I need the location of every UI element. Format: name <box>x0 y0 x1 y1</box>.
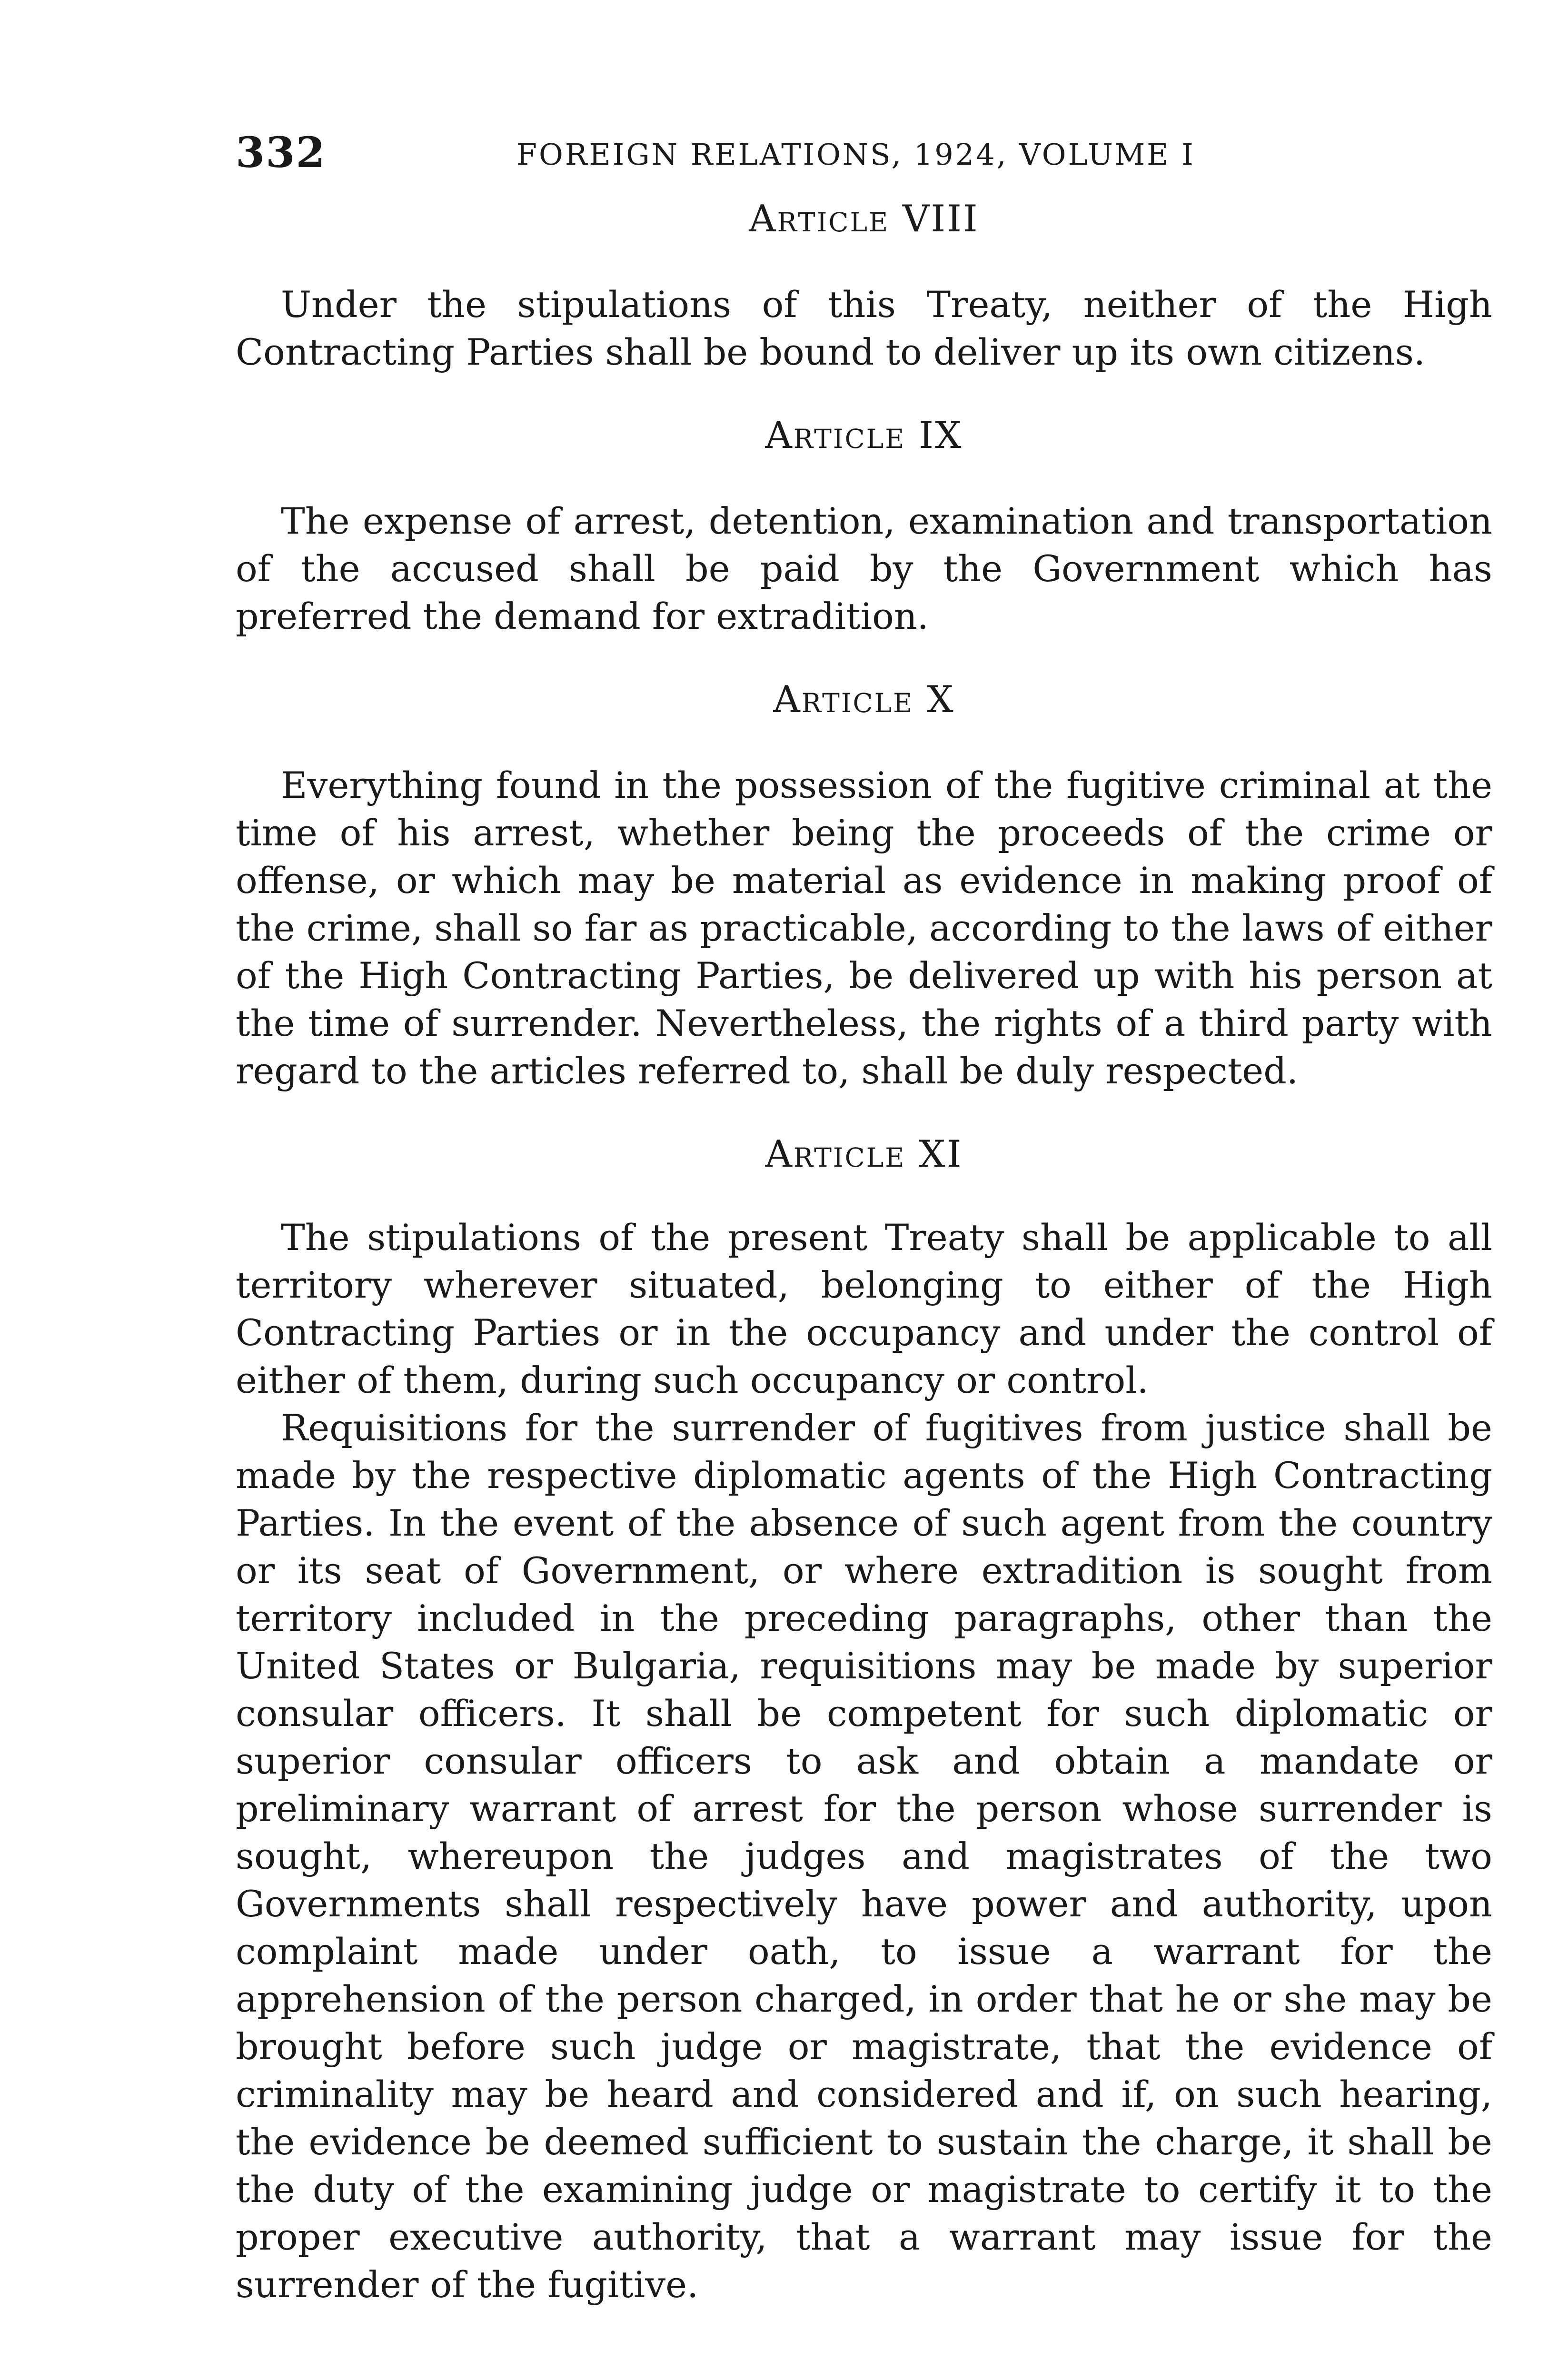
article-heading-numeral: X <box>927 678 955 721</box>
page-number: 332 <box>236 128 326 177</box>
article-heading-word: Article <box>749 198 890 240</box>
article-paragraph: The expense of arrest, detention, examination and transportation of the accused shall be paid by the Government which has preferred the demand for extradition. <box>236 500 1492 637</box>
article-heading-numeral: IX <box>919 414 963 457</box>
article-heading <box>236 678 1492 721</box>
article-heading <box>236 414 1492 457</box>
article-paragraph: Everything found in the possession of the fugitive criminal at the time of his arrest, whether being the proceeds of the crime or offense, or which may be material as evidence in making proof of the crime, shall so far as practicable, according to the laws of either of the High Contracting Parties, be delivered up with his person at the time of surrender. Nevertheless, the rights of a third party with regard to the articles referred to, shall be duly respected. <box>236 764 1492 1092</box>
article-paragraph: The stipulations of the present Treaty shall be applicable to all territory wherever situated, belonging to either of the High Contracting Parties or in the occupancy and under the control of either of them, during such occupancy or control. <box>236 1216 1492 1401</box>
article-heading-word: Article <box>773 678 914 721</box>
article-heading <box>236 198 1492 240</box>
article-heading <box>236 1133 1492 1176</box>
article-heading-numeral: XI <box>919 1133 963 1176</box>
article-heading-word: Article <box>765 1133 906 1176</box>
article-heading-word: Article <box>765 414 906 457</box>
article-paragraph: Under the stipulations of this Treaty, neither of the High Contracting Parties shall be bound to deliver up its own citizens. <box>236 283 1492 373</box>
article-paragraph: Requisitions for the surrender of fugitives from justice shall be made by the respective diplomatic agents of the High Contracting Parties. In the event of the absence of such agent from the country or its seat of Government, or where extradition is sought from territory included in the preceding paragraphs, other than the United States or Bulgaria, requisitions may be made by superior consular officers. It shall be competent for such diplomatic or superior consular officers to ask and obtain a mandate or preliminary warrant of arrest for the person whose surrender is sought, whereupon the judges and magistrates of the two Governments shall respectively have power and authority, upon complaint made under oath, to issue a warrant for the apprehension of the person charged, in order that he or she may be brought before such judge or magistrate, that the evidence of criminality may be heard and considered and if, on such hearing, the evidence be deemed sufficient to sustain the charge, it shall be the duty of the examining judge or magistrate to certify it to the proper executive authority, that a warrant may issue for the surrender of the fugitive. <box>236 1407 1492 2306</box>
running-head: FOREIGN RELATIONS, 1924, VOLUME I <box>516 137 1195 172</box>
article-heading-numeral: VIII <box>902 198 979 240</box>
page-header <box>236 128 1492 180</box>
